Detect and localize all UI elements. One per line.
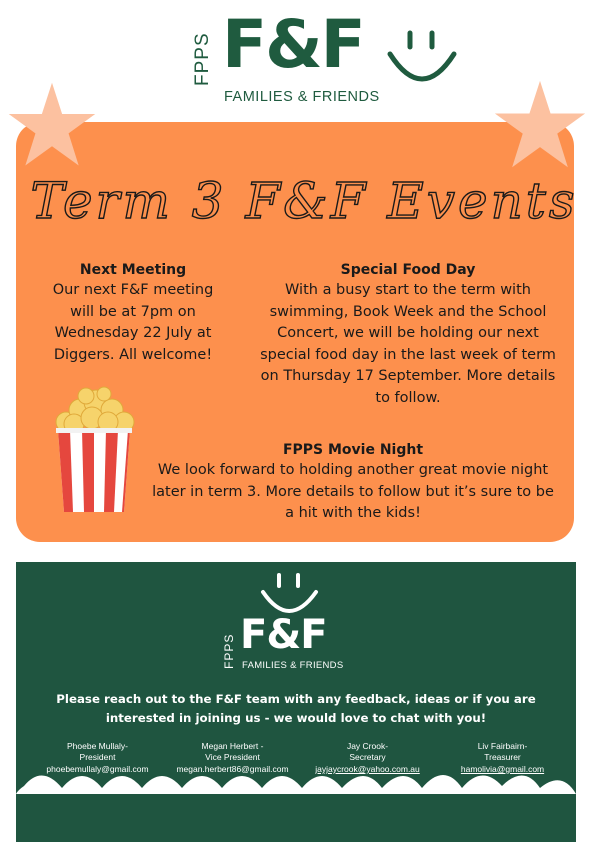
header-logo xyxy=(190,6,470,108)
next-meeting-heading: Next Meeting xyxy=(79,262,187,278)
logo-ff-text: F&F xyxy=(222,6,364,83)
footer-logo-tagline: FAMILIES & FRIENDS xyxy=(242,660,344,671)
contact-email-link[interactable]: hamolivia@gmail.com xyxy=(460,764,545,774)
reach-out-message: Please reach out to the F&F team with any feedback, ideas or if you are interested in joining us - we would love to chat with you! xyxy=(56,692,536,725)
contact-name: Megan Herbert - xyxy=(201,741,264,751)
contact-email[interactable]: megan.herbert86@gmail.com xyxy=(176,764,289,774)
special-food-day-heading: Special Food Day xyxy=(340,262,476,278)
contact-name: Jay Crook- xyxy=(346,741,389,751)
star-icon xyxy=(6,80,98,172)
contact-email-link[interactable]: jayjaycrook@yahoo.com.au xyxy=(315,764,420,774)
contact-name: Phoebe Mullaly- xyxy=(67,741,128,751)
logo-tagline: FAMILIES & FRIENDS xyxy=(224,89,380,105)
next-meeting-section xyxy=(40,260,226,366)
footer-logo-ff-text: F&F xyxy=(240,612,327,658)
movie-night-section xyxy=(150,440,556,525)
smile-icon xyxy=(386,28,458,88)
contact-vice-president xyxy=(165,741,300,775)
contact-treasurer xyxy=(435,741,570,775)
contact-role: President xyxy=(79,752,116,762)
special-food-day-body: With a busy start to the term with swimming, Book Week and the School Concert, we will be holding our next special food day in the last week of term on Thursday 17 September. More details to follow. xyxy=(260,282,556,406)
contact-president xyxy=(30,741,165,775)
contact-role: Treasurer xyxy=(484,752,521,762)
movie-night-heading: FPPS Movie Night xyxy=(282,442,424,458)
popcorn-icon xyxy=(52,388,136,514)
movie-night-body: We look forward to holding another great movie night later in term 3. More details to follow but it’s sure to be a hit with the kids! xyxy=(152,462,554,521)
page-title xyxy=(30,160,578,240)
next-meeting-body: Our next F&F meeting will be at 7pm on Wednesday 22 July at Diggers. All welcome! xyxy=(52,282,214,363)
special-food-day-section xyxy=(258,260,558,409)
contact-email[interactable]: phoebemullaly@gmail.com xyxy=(46,764,149,774)
star-icon xyxy=(492,78,588,174)
footer-logo-fpps-text: FPPS xyxy=(222,633,236,669)
contact-role: Secretary xyxy=(349,752,386,762)
contact-name: Liv Fairbairn- xyxy=(477,741,528,751)
contact-secretary xyxy=(300,741,435,775)
contact-role: Vice President xyxy=(205,752,260,762)
footer-logo xyxy=(218,572,388,676)
logo-fpps-text: FPPS xyxy=(192,32,213,86)
contacts-list xyxy=(30,741,570,775)
page-title-text: Term 3 F&F Events xyxy=(30,172,578,230)
